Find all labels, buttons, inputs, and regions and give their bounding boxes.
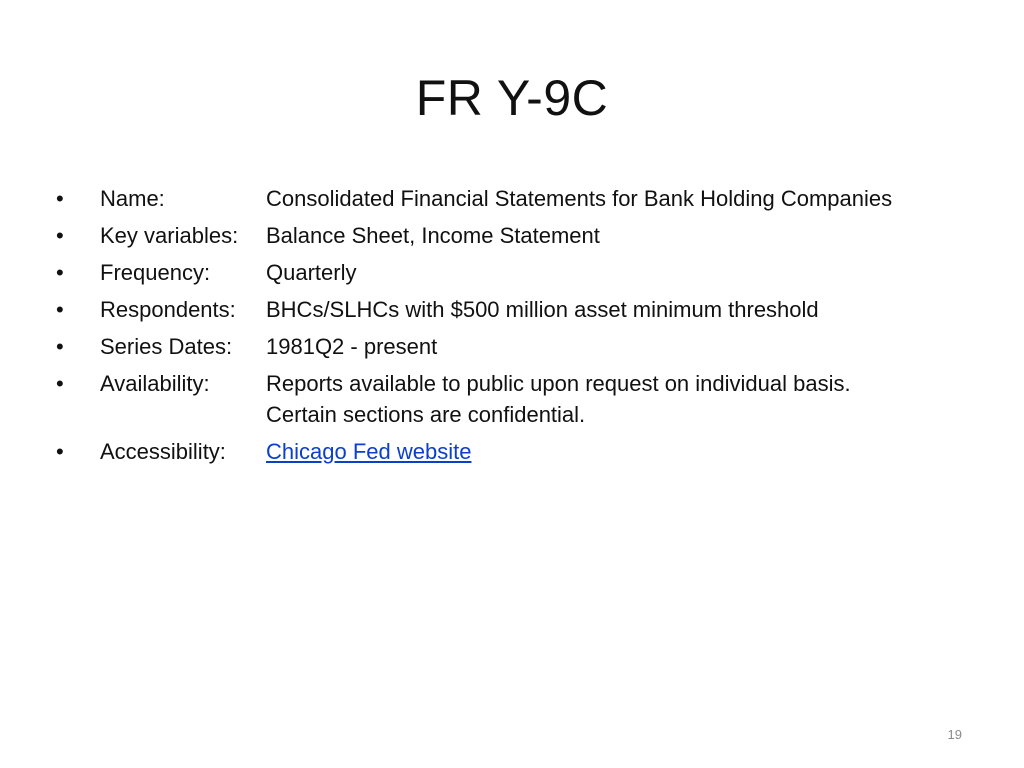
bullet-label: Frequency:	[100, 260, 211, 285]
bullet-item-availability	[56, 368, 936, 430]
page-number: 19	[947, 727, 962, 742]
bullet-label: Name:	[100, 186, 165, 211]
bullet-item-key-variables	[56, 220, 936, 251]
bullet-item-name	[56, 183, 936, 214]
bullet-icon: •	[56, 186, 64, 211]
bullet-item-frequency	[56, 257, 936, 288]
bullet-list	[56, 183, 936, 473]
bullet-value: Consolidated Financial Statements for Bank Holding Companies	[266, 186, 893, 211]
slide-title: FR Y-9C	[415, 70, 609, 126]
bullet-value	[266, 436, 906, 467]
chicago-fed-website-link[interactable]: Chicago Fed website	[266, 439, 472, 464]
bullet-icon: •	[56, 260, 64, 285]
bullet-icon: •	[56, 334, 64, 359]
bullet-label: Accessibility:	[100, 439, 226, 464]
bullet-value: 1981Q2 - present	[266, 334, 438, 359]
bullet-icon: •	[56, 297, 64, 322]
bullet-label: Respondents:	[100, 297, 236, 322]
bullet-value: BHCs/SLHCs with $500 million asset minimum threshold	[266, 297, 819, 322]
bullet-value: Quarterly	[266, 260, 357, 285]
bullet-label: Series Dates:	[100, 334, 233, 359]
bullet-icon: •	[56, 223, 64, 248]
bullet-value: Balance Sheet, Income Statement	[266, 223, 600, 248]
bullet-item-respondents	[56, 294, 936, 325]
bullet-label: Key variables:	[100, 223, 239, 248]
bullet-item-accessibility	[56, 436, 936, 467]
bullet-icon: •	[56, 371, 64, 396]
bullet-item-series-dates	[56, 331, 936, 362]
bullet-label: Availability:	[100, 371, 210, 396]
bullet-value: Reports available to public upon request on individual basis. Certain sections are confidential.	[266, 371, 851, 427]
bullet-icon: •	[56, 439, 64, 464]
